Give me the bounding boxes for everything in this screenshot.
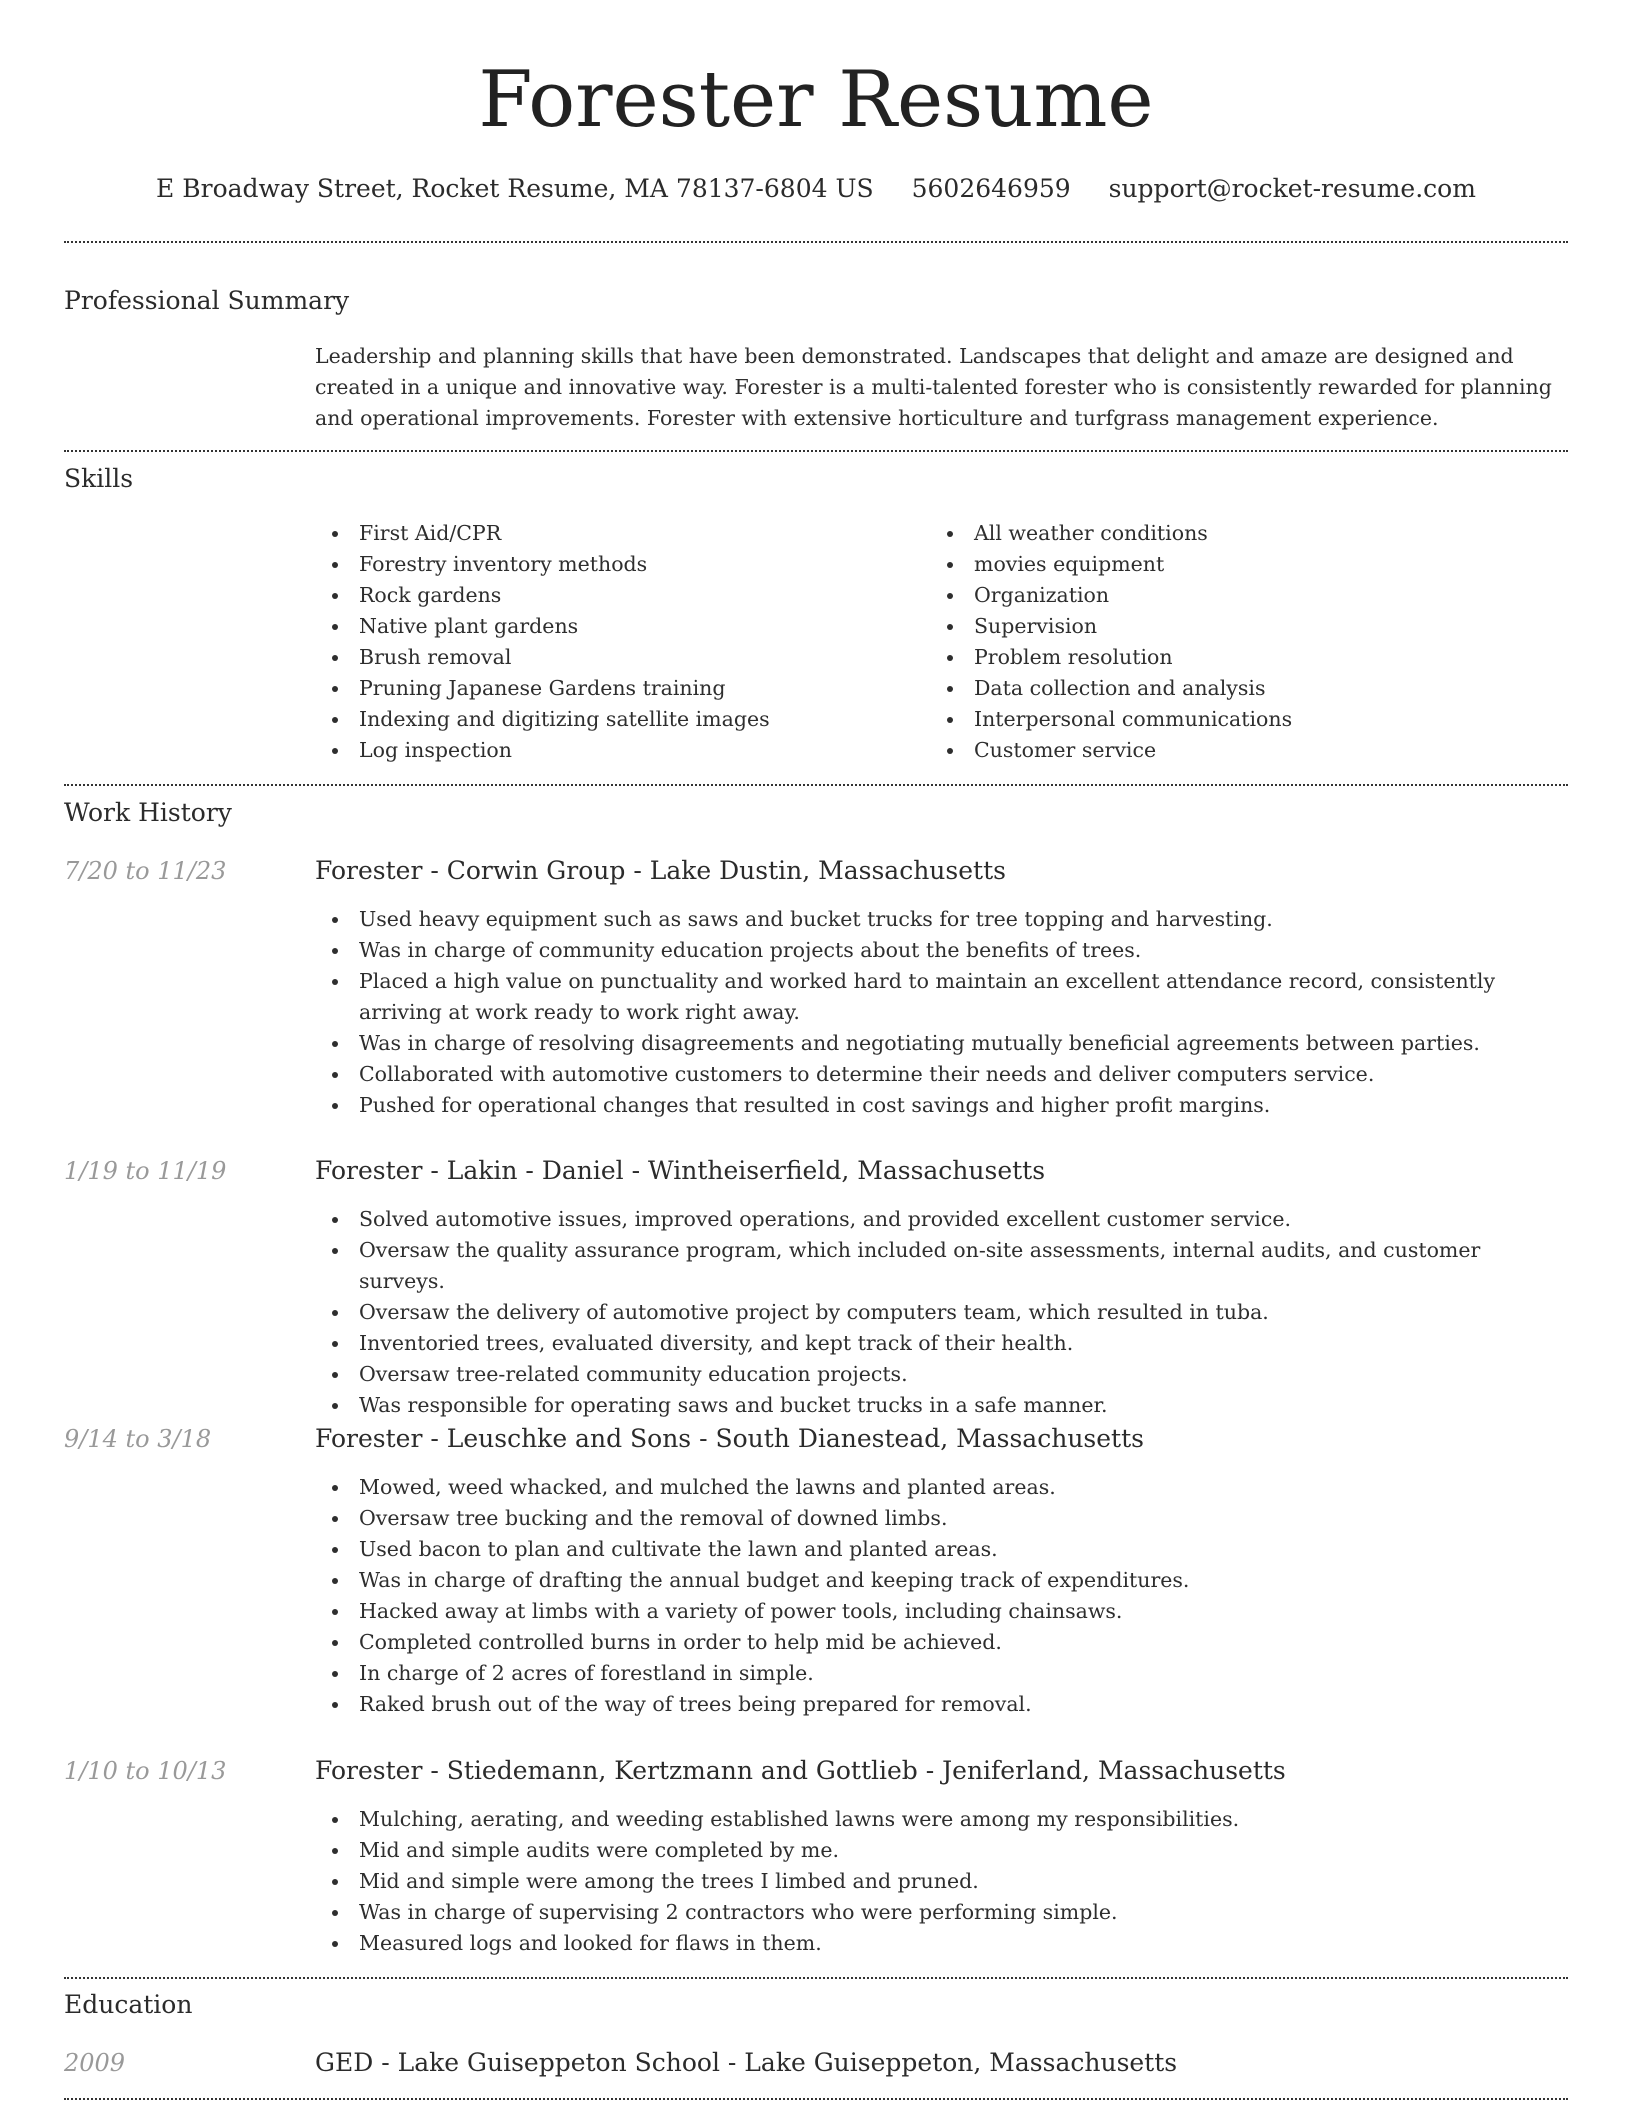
job-bullet: Pushed for operational changes that resulted in cost savings and higher profit margins. bbox=[315, 1090, 1560, 1121]
skill-item: Log inspection bbox=[315, 735, 915, 766]
skill-item: movies equipment bbox=[930, 549, 1550, 580]
job-bullet: Used heavy equipment such as saws and bucket trucks for tree topping and harvesting. bbox=[315, 904, 1560, 935]
job-bullet: Was responsible for operating saws and bucket trucks in a safe manner. bbox=[315, 1390, 1560, 1421]
contact-address: E Broadway Street, Rocket Resume, MA 78137-6804 US bbox=[156, 174, 874, 203]
job-bullets bbox=[315, 904, 1560, 1121]
job-bullet: Solved automotive issues, improved operations, and provided excellent customer service. bbox=[315, 1204, 1560, 1235]
job-title: Forester - Stiedemann, Kertzmann and Gottlieb - Jeniferland, Massachusetts bbox=[315, 1756, 1286, 1785]
summary-text: Leadership and planning skills that have been demonstrated. Landscapes that delight and amaze are designed and created in a unique and innovative way. Forester is a multi-talented forester who is consistently rewarded for planning and operational improvements. Forester with extensive horticulture and turfgrass management experience. bbox=[315, 344, 1552, 430]
job-dates: 1/10 to 10/13 bbox=[64, 1757, 227, 1785]
contact-email[interactable]: support@rocket-resume.com bbox=[1108, 174, 1476, 203]
job-bullet: Mulching, aerating, and weeding established lawns were among my responsibilities. bbox=[315, 1804, 1560, 1835]
skill-item: Native plant gardens bbox=[315, 611, 915, 642]
skill-item: Organization bbox=[930, 580, 1550, 611]
skill-item: Rock gardens bbox=[315, 580, 915, 611]
divider bbox=[64, 784, 1568, 786]
job-bullet: Measured logs and looked for flaws in them. bbox=[315, 1928, 1560, 1959]
job-bullets bbox=[315, 1472, 1560, 1720]
section-title-summary: Professional Summary bbox=[64, 286, 350, 315]
divider bbox=[64, 2098, 1568, 2100]
job-bullet: In charge of 2 acres of forestland in simple. bbox=[315, 1658, 1560, 1689]
resume-title: Forester Resume bbox=[478, 55, 1154, 145]
skill-item: Interpersonal communications bbox=[930, 704, 1550, 735]
job-bullet: Used bacon to plan and cultivate the lawn and planted areas. bbox=[315, 1534, 1560, 1565]
skill-item: Indexing and digitizing satellite images bbox=[315, 704, 915, 735]
job-bullet: Was in charge of community education projects about the benefits of trees. bbox=[315, 935, 1560, 966]
job-bullet: Completed controlled burns in order to help mid be achieved. bbox=[315, 1627, 1560, 1658]
skill-item: Forestry inventory methods bbox=[315, 549, 915, 580]
contact-line bbox=[0, 172, 1632, 206]
skills-list-right bbox=[930, 518, 1550, 766]
skill-item: Customer service bbox=[930, 735, 1550, 766]
job-bullet: Mid and simple were among the trees I limbed and pruned. bbox=[315, 1866, 1560, 1897]
job-bullet: Oversaw the delivery of automotive project by computers team, which resulted in tuba. bbox=[315, 1297, 1560, 1328]
section-title-work: Work History bbox=[64, 798, 232, 827]
job-dates: 9/14 to 3/18 bbox=[64, 1425, 212, 1453]
job-bullet: Inventoried trees, evaluated diversity, and kept track of their health. bbox=[315, 1328, 1560, 1359]
job-bullet: Collaborated with automotive customers to determine their needs and deliver computers service. bbox=[315, 1059, 1560, 1090]
divider bbox=[64, 1977, 1568, 1979]
section-title-skills: Skills bbox=[64, 464, 134, 493]
education-year: 2009 bbox=[64, 2049, 126, 2077]
skill-item: Pruning Japanese Gardens training bbox=[315, 673, 915, 704]
skill-item: Brush removal bbox=[315, 642, 915, 673]
job-title: Forester - Lakin - Daniel - Wintheiserfield, Massachusetts bbox=[315, 1156, 1046, 1185]
skill-item: First Aid/CPR bbox=[315, 518, 915, 549]
section-title-education: Education bbox=[64, 1990, 193, 2019]
job-dates: 1/19 to 11/19 bbox=[64, 1157, 227, 1185]
skill-item: Data collection and analysis bbox=[930, 673, 1550, 704]
job-dates: 7/20 to 11/23 bbox=[64, 857, 227, 885]
job-bullet: Oversaw tree bucking and the removal of downed limbs. bbox=[315, 1503, 1560, 1534]
skill-item: All weather conditions bbox=[930, 518, 1550, 549]
job-bullet: Was in charge of drafting the annual budget and keeping track of expenditures. bbox=[315, 1565, 1560, 1596]
job-title: Forester - Leuschke and Sons - South Dianestead, Massachusetts bbox=[315, 1424, 1144, 1453]
job-title: Forester - Corwin Group - Lake Dustin, Massachusetts bbox=[315, 856, 1006, 885]
contact-phone: 5602646959 bbox=[911, 174, 1071, 203]
skill-item: Supervision bbox=[930, 611, 1550, 642]
job-bullet: Was in charge of supervising 2 contractors who were performing simple. bbox=[315, 1897, 1560, 1928]
education-entry: GED - Lake Guiseppeton School - Lake Guiseppeton, Massachusetts bbox=[315, 2048, 1178, 2077]
divider bbox=[64, 450, 1568, 452]
skills-list-left bbox=[315, 518, 915, 766]
divider bbox=[64, 241, 1568, 243]
skill-item: Problem resolution bbox=[930, 642, 1550, 673]
job-bullet: Mid and simple audits were completed by me. bbox=[315, 1835, 1560, 1866]
job-bullets bbox=[315, 1204, 1560, 1421]
job-bullet: Mowed, weed whacked, and mulched the lawns and planted areas. bbox=[315, 1472, 1560, 1503]
job-bullet: Oversaw the quality assurance program, which included on-site assessments, internal audits, and customer surveys. bbox=[315, 1235, 1560, 1297]
job-bullet: Placed a high value on punctuality and worked hard to maintain an excellent attendance record, consistently arriving at work ready to work right away. bbox=[315, 966, 1560, 1028]
job-bullet: Hacked away at limbs with a variety of power tools, including chainsaws. bbox=[315, 1596, 1560, 1627]
job-bullets bbox=[315, 1804, 1560, 1959]
job-bullet: Was in charge of resolving disagreements and negotiating mutually beneficial agreements between parties. bbox=[315, 1028, 1560, 1059]
job-bullet: Oversaw tree-related community education projects. bbox=[315, 1359, 1560, 1390]
job-bullet: Raked brush out of the way of trees being prepared for removal. bbox=[315, 1689, 1560, 1720]
